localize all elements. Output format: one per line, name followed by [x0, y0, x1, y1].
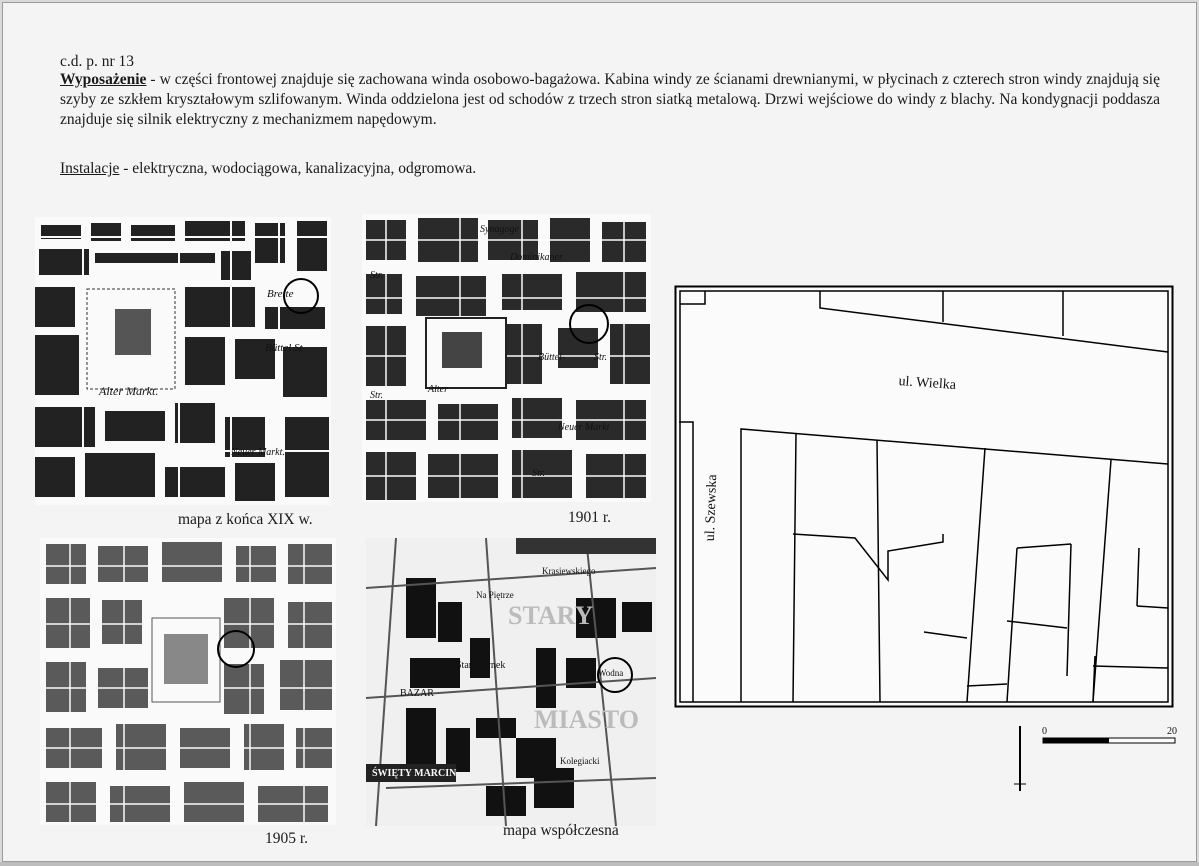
map-19th-century	[35, 217, 331, 505]
north-arrow	[1014, 726, 1026, 791]
map2-label-str-1: Str.	[370, 270, 384, 281]
map1-label-alter-markt: Alter Markt.	[99, 384, 159, 398]
map2-label-neuer-markt: Neuer Markt	[558, 422, 610, 433]
map1-caption: mapa z końca XIX w.	[178, 511, 313, 528]
site-plan-drawing	[675, 286, 1175, 796]
map-1905	[40, 538, 336, 825]
map-modern-drawing	[366, 538, 656, 826]
map2-label-str-2: Str.	[594, 352, 608, 363]
scale-end-label: 20	[1167, 726, 1177, 737]
map4-label-kolegiacki: Kolegiacki	[560, 756, 600, 766]
map-modern	[366, 538, 656, 826]
map2-label-buttel: Büttel-	[538, 352, 566, 363]
map-19th-century-drawing	[35, 217, 331, 505]
scale-bar	[1042, 726, 1177, 743]
map4-label-wodna: Wodna	[598, 668, 624, 678]
map1-label-buttel: Büttel St	[265, 342, 303, 354]
page-reference: c.d. p. nr 13	[60, 53, 135, 70]
equipment-paragraph	[60, 70, 1160, 130]
map4-label-na-pietrze: Na Piętrze	[476, 590, 514, 600]
site-plan	[675, 286, 1175, 801]
map4-label-park: Park	[506, 788, 525, 799]
map2-label-synagoge: Synagoge	[480, 224, 519, 235]
equipment-heading: Wyposażenie	[60, 71, 147, 88]
map4-caption: mapa współczesna	[503, 822, 619, 839]
document-page	[2, 2, 1197, 862]
equipment-text: - w części frontowej znajduje się zachowana winda osobowo-bagażowa. Kabina windy ze ścianami drewnianymi, w płycinach z czterech stron windy znajdują się szyby ze szkłem kryształowym szlifowanym. Winda oddzielona jest od schodów z trzech stron siatką metalową. Drzwi wejściowe do windy z blachy. Na kondygnacji poddasza znajduje się silnik elektryczny z mechanizmem napędowym.	[60, 71, 1160, 128]
map2-label-str-3: Str.	[370, 390, 384, 401]
map1-label-neuer-markt: Neuer Markt.	[231, 447, 285, 458]
bottom-edge	[0, 862, 1199, 866]
map2-caption: 1901 r.	[568, 509, 612, 526]
map4-label-krasiewskiego: Krasiewskiego	[542, 566, 596, 576]
map4-label-miasto: MIASTO	[534, 705, 639, 734]
map-1901-drawing	[362, 214, 651, 502]
plan-street-wielka: ul. Wielka	[898, 374, 957, 393]
map4-label-swiety-marcin: ŚWIĘTY MARCIN	[372, 768, 457, 779]
map2-label-alter: Alter	[428, 384, 448, 395]
map4-label-bazar: BAZAR	[400, 688, 434, 699]
map-1905-drawing	[40, 538, 336, 825]
map4-label-stary-rynek: Stary Rynek	[456, 660, 506, 671]
scale-start-label: 0	[1042, 726, 1047, 737]
map2-label-dominikaner: Dominikaner	[510, 252, 563, 263]
plan-street-szewska: ul. Szewska	[702, 474, 721, 542]
installations-paragraph	[60, 159, 1160, 179]
map3-caption: 1905 r.	[265, 830, 309, 847]
map2-label-str-4: Str.	[532, 468, 546, 479]
map1-label-breite: Breite	[267, 288, 294, 300]
installations-text: - elektryczna, wodociągowa, kanalizacyjna, odgromowa.	[119, 160, 477, 177]
map-1901	[362, 214, 651, 502]
map4-label-stary: STARY	[508, 601, 594, 630]
installations-heading: Instalacje	[60, 160, 120, 177]
